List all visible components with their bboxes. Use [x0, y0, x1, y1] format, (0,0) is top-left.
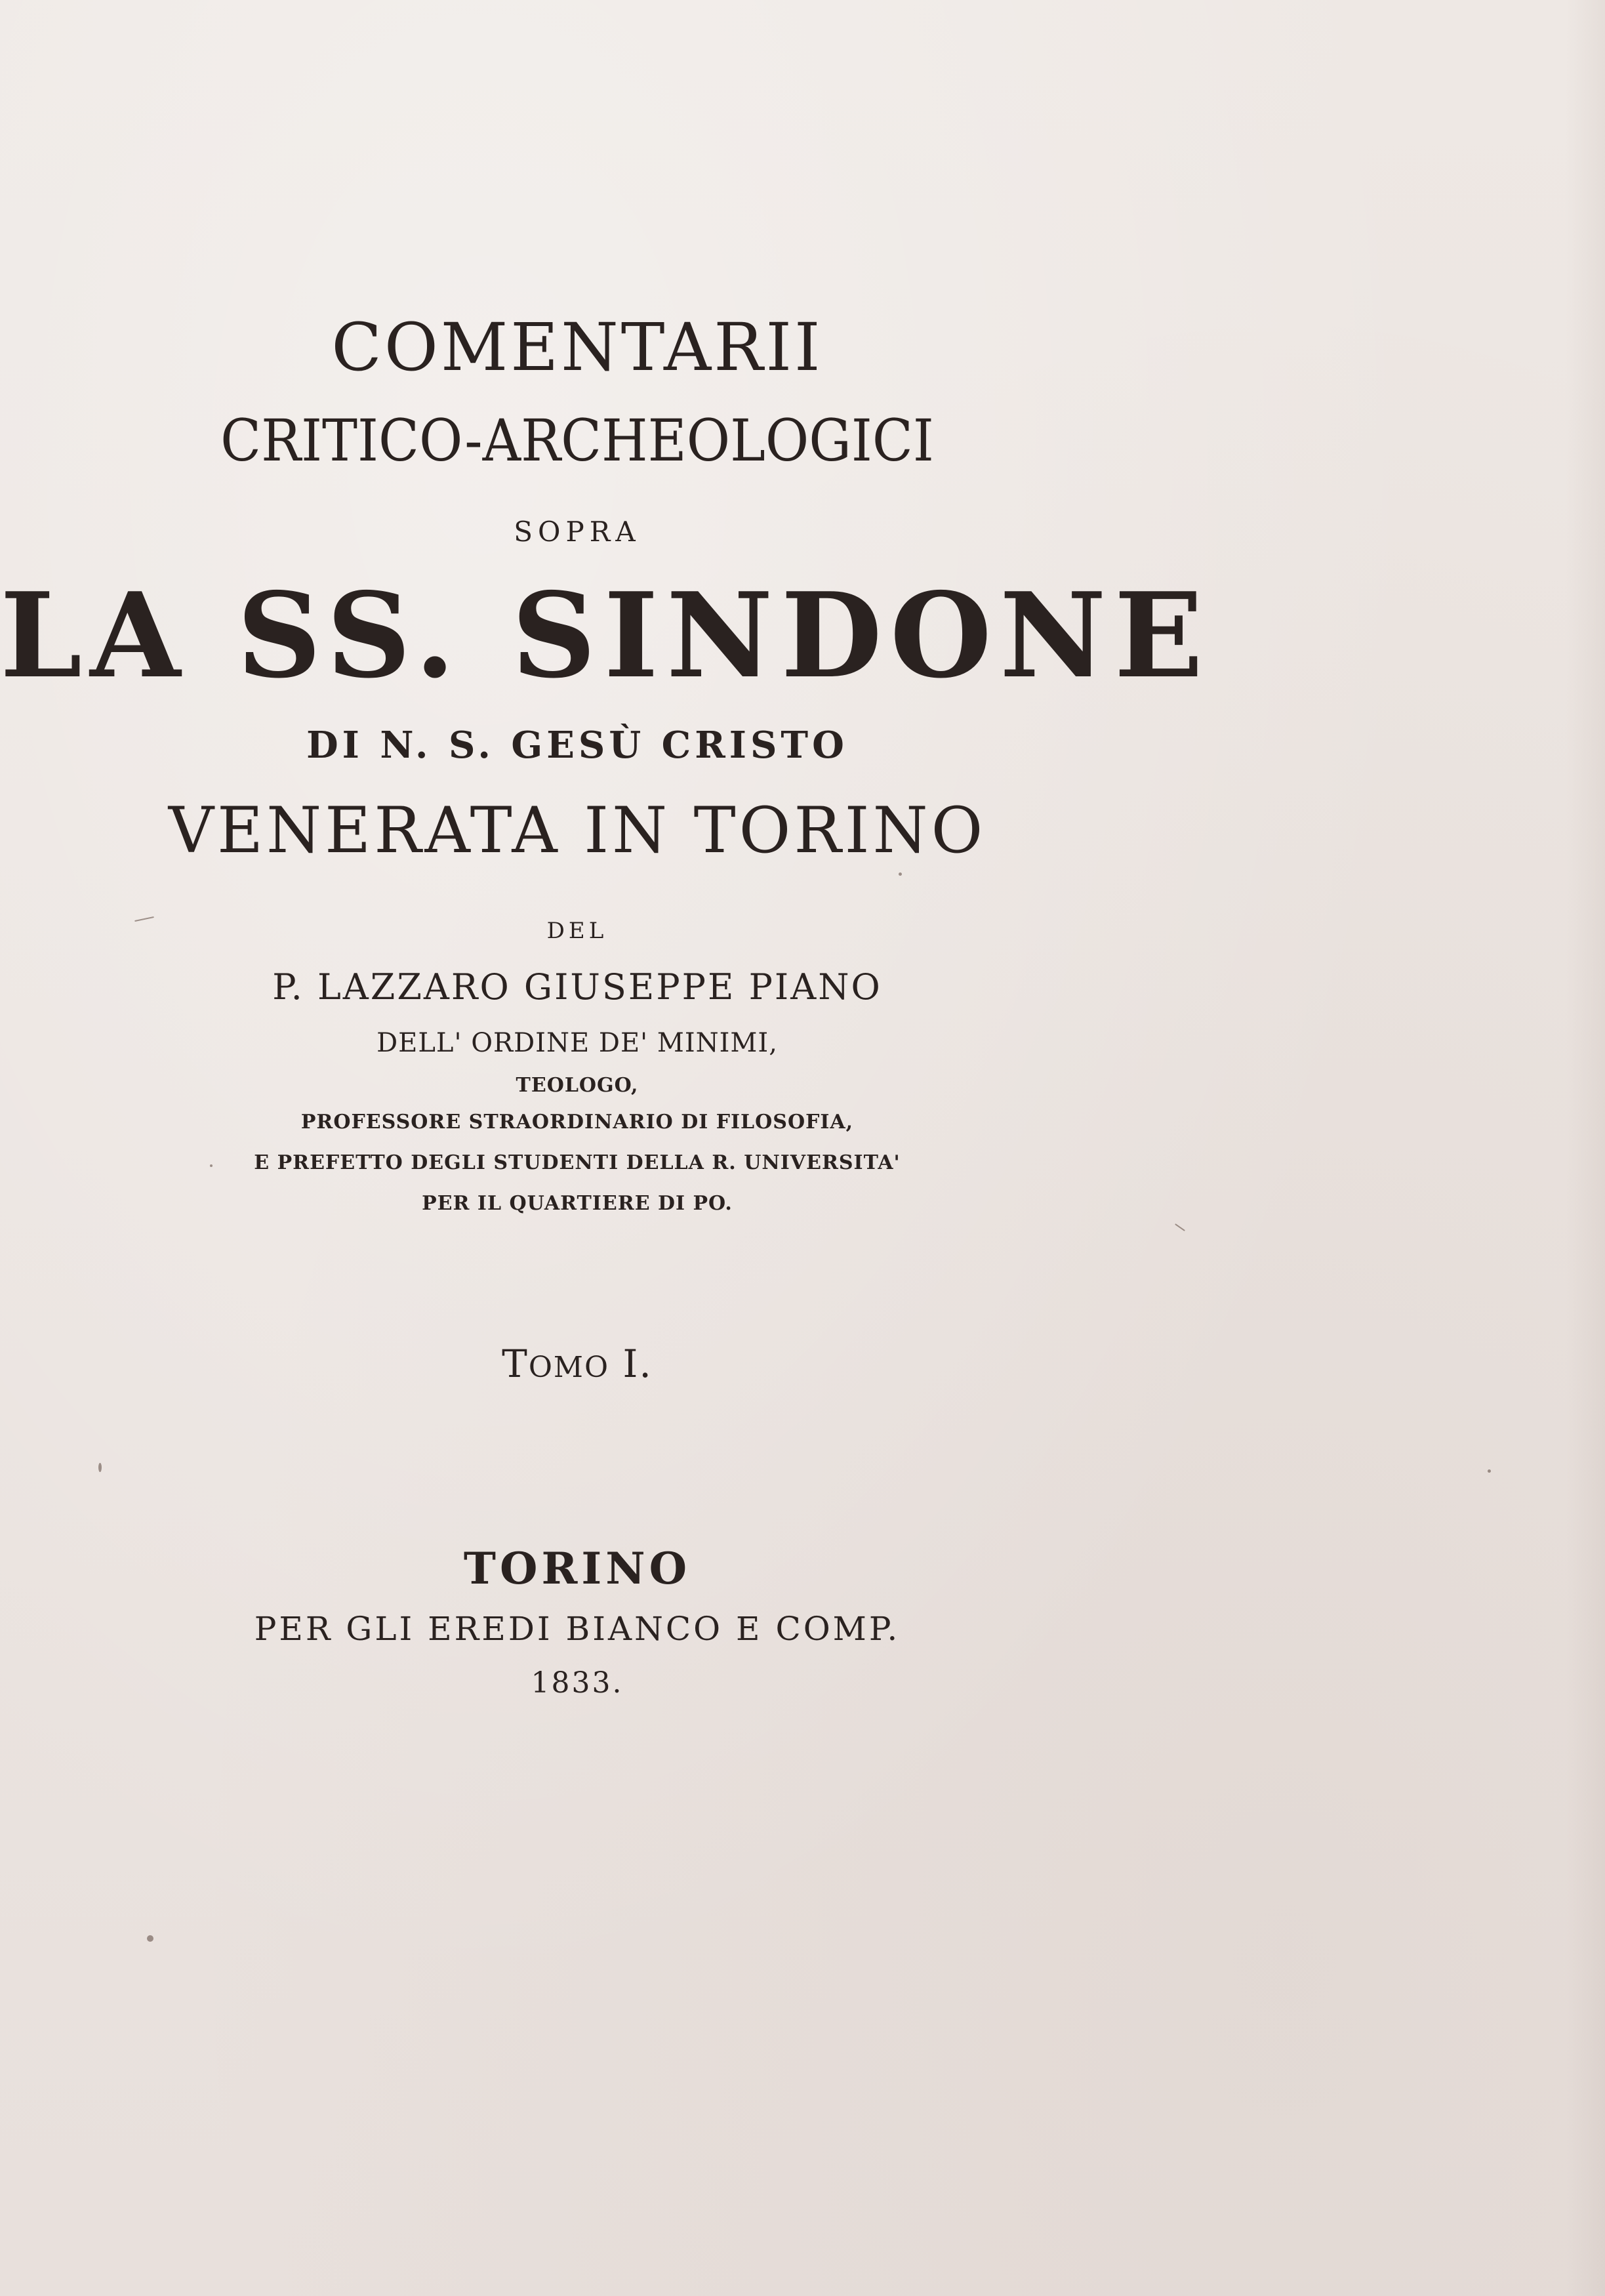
- paper-speck: [210, 1164, 213, 1167]
- imprint-city: TORINO: [463, 1543, 691, 1594]
- paper-speck: [147, 1935, 153, 1942]
- paper-speck: [1488, 1469, 1491, 1473]
- volume-prefix: T: [502, 1342, 529, 1386]
- main-title-sindone: LA SS. SINDONE: [0, 567, 1211, 704]
- imprint-publisher: PER GLI EREDI BIANCO E COMP.: [254, 1610, 901, 1648]
- title-line-sopra: SOPRA: [514, 516, 641, 548]
- title-line-venerata: VENERATA IN TORINO: [168, 794, 986, 867]
- volume-number: I.: [622, 1342, 653, 1386]
- title-line-comentarii: COMENTARII: [331, 309, 823, 386]
- paper-speck: [98, 1463, 102, 1472]
- title-line-gesu-cristo: DI N. S. GESÙ CRISTO: [306, 724, 848, 767]
- author-prefix: DEL: [546, 918, 608, 944]
- author-role-professore: PROFESSORE STRAORDINARIO DI FILOSOFIA,: [300, 1111, 854, 1134]
- title-line-critico-archeologici: CRITICO-ARCHEOLOGICI: [220, 407, 934, 474]
- author-name: P. LAZZARO GIUSEPPE PIANO: [272, 966, 882, 1008]
- volume-label: [0, 1342, 1154, 1386]
- author-role-teologo: TEOLOGO,: [516, 1074, 639, 1097]
- imprint-year: 1833.: [531, 1666, 624, 1700]
- paper-speck: [899, 872, 902, 876]
- author-role-prefetto: E PREFETTO DEGLI STUDENTI DELLA R. UNIVERSITA': [254, 1151, 901, 1174]
- author-role-quartiere: PER IL QUARTIERE DI PO.: [422, 1192, 733, 1215]
- author-order: DELL' ORDINE DE' MINIMI,: [376, 1028, 778, 1058]
- volume-word-rest: OMO: [528, 1351, 610, 1384]
- paper-speck: [1175, 1223, 1185, 1231]
- page-edge-shadow: [1566, 0, 1605, 2296]
